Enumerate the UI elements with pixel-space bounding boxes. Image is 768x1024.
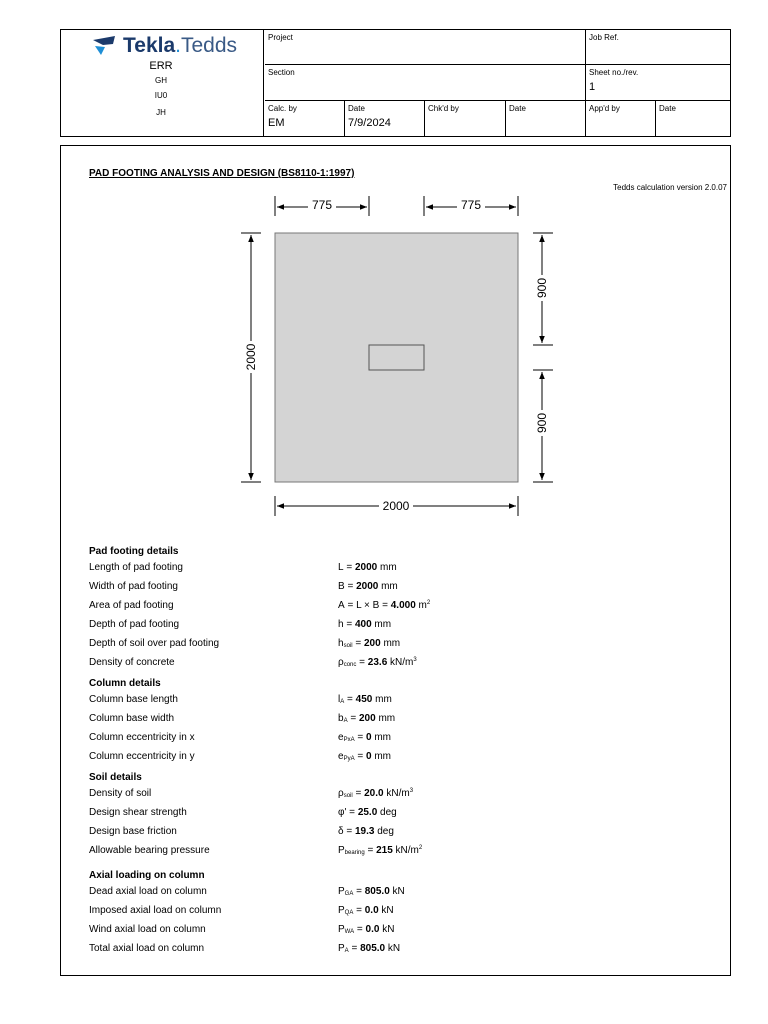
appd-date-label: Date bbox=[659, 104, 676, 113]
row-expression bbox=[338, 694, 392, 705]
row-value: 2000 bbox=[356, 581, 379, 592]
row-expression bbox=[338, 788, 413, 799]
row-expression bbox=[338, 845, 422, 856]
row-equals: = bbox=[344, 600, 357, 611]
row-symbol: b bbox=[338, 713, 344, 724]
appd-by-label: App'd by bbox=[589, 104, 620, 113]
row-symbol: h bbox=[338, 619, 344, 630]
row-expression bbox=[338, 732, 391, 743]
row-description: Design shear strength bbox=[89, 807, 187, 818]
row-subscript: bearing bbox=[344, 850, 365, 856]
dim-label-left: 2000 bbox=[244, 343, 258, 371]
row-equals: = bbox=[347, 713, 359, 724]
calc-by-cell bbox=[265, 101, 345, 136]
row-unit: kN bbox=[389, 886, 405, 897]
row-unit: kN bbox=[385, 943, 401, 954]
row-symbol: L bbox=[338, 562, 344, 573]
row-unit-exponent: 3 bbox=[409, 788, 414, 794]
row-equals: = bbox=[354, 924, 366, 935]
row-unit: deg bbox=[377, 807, 397, 818]
row-equals: = bbox=[356, 657, 368, 668]
row-unit: mm bbox=[371, 619, 392, 630]
row-subscript: conc bbox=[343, 662, 357, 668]
document-title: PAD FOOTING ANALYSIS AND DESIGN (BS8110-1:1997) bbox=[89, 168, 355, 179]
row-symbol: P bbox=[338, 924, 345, 935]
row-unit: mm bbox=[371, 732, 391, 743]
org-line-1: ERR bbox=[149, 60, 173, 72]
row-subscript: soil bbox=[343, 793, 353, 799]
row-description: Column eccentricity in y bbox=[89, 751, 195, 762]
row-subscript: PyA bbox=[343, 756, 355, 762]
calc-row bbox=[89, 694, 689, 708]
row-unit: kN/m bbox=[392, 845, 419, 856]
chkd-by-cell bbox=[425, 101, 506, 136]
row-symbol: P bbox=[338, 905, 345, 916]
sheet-value: 1 bbox=[589, 81, 596, 93]
calc-row bbox=[89, 657, 689, 671]
row-subscript: QA bbox=[344, 910, 354, 916]
org-line-3: IU0 bbox=[154, 91, 168, 100]
row-expression bbox=[338, 638, 400, 649]
row-unit: mm bbox=[372, 694, 392, 705]
row-expression bbox=[338, 943, 400, 954]
row-value: 0 bbox=[365, 732, 372, 743]
row-subscript: PxA bbox=[343, 737, 355, 743]
row-subscript: WA bbox=[344, 929, 355, 935]
sheet-cell bbox=[586, 65, 730, 101]
row-expression bbox=[338, 905, 394, 916]
calc-row bbox=[89, 619, 689, 633]
section-heading: Axial loading on column bbox=[89, 870, 205, 881]
calc-row bbox=[89, 788, 689, 802]
row-unit: kN bbox=[379, 924, 395, 935]
tekla-logo-icon bbox=[91, 36, 117, 56]
section-heading: Pad footing details bbox=[89, 546, 179, 557]
row-expression bbox=[338, 600, 430, 611]
row-value: 805.0 bbox=[364, 886, 390, 897]
row-expression bbox=[338, 713, 395, 724]
row-symbol: P bbox=[338, 886, 345, 897]
calc-row bbox=[89, 807, 689, 821]
row-description: Depth of pad footing bbox=[89, 619, 180, 630]
row-unit: deg bbox=[374, 826, 394, 837]
calc-row bbox=[89, 924, 689, 938]
row-description: Wind axial load on column bbox=[89, 924, 206, 935]
row-description: Width of pad footing bbox=[89, 581, 178, 592]
row-subscript: soil bbox=[343, 643, 353, 649]
project-cell bbox=[265, 30, 586, 65]
row-expression bbox=[338, 924, 394, 935]
tekla-tedds-logo bbox=[91, 34, 237, 58]
row-unit-exponent: 3 bbox=[413, 657, 417, 663]
row-equals: = bbox=[364, 845, 377, 856]
row-expression bbox=[338, 886, 405, 897]
row-formula: L × B = bbox=[356, 600, 391, 611]
row-expression bbox=[338, 562, 397, 573]
row-value: 0 bbox=[365, 751, 372, 762]
job-ref-cell bbox=[586, 30, 730, 65]
row-description: Length of pad footing bbox=[89, 562, 183, 573]
calc-row bbox=[89, 845, 689, 859]
calc-row bbox=[89, 581, 689, 595]
row-value: 20.0 bbox=[364, 788, 384, 799]
calc-row bbox=[89, 638, 689, 652]
row-subscript: GA bbox=[344, 891, 354, 897]
row-symbol: P bbox=[338, 943, 345, 954]
row-equals: = bbox=[343, 562, 355, 573]
calculation-frame bbox=[60, 145, 731, 976]
calc-row bbox=[89, 943, 689, 957]
row-equals: = bbox=[344, 694, 356, 705]
dim-label-bottom: 2000 bbox=[382, 499, 410, 513]
row-equals: = bbox=[353, 886, 365, 897]
row-symbol: A bbox=[338, 600, 345, 611]
row-value: 19.3 bbox=[354, 826, 375, 837]
section-cell bbox=[265, 65, 586, 101]
appd-date-cell bbox=[656, 101, 730, 136]
section-heading: Soil details bbox=[89, 772, 142, 783]
dim-label-top-left: 775 bbox=[311, 198, 333, 212]
row-description: Density of concrete bbox=[89, 657, 175, 668]
row-equals: = bbox=[343, 826, 355, 837]
row-symbol: h bbox=[338, 638, 344, 649]
row-description: Total axial load on column bbox=[89, 943, 205, 954]
row-unit-exponent: 2 bbox=[418, 845, 423, 851]
section-heading: Column details bbox=[89, 678, 161, 689]
calculation-version: Tedds calculation version 2.0.07 bbox=[613, 183, 727, 192]
row-unit: mm bbox=[378, 581, 398, 592]
row-value: 25.0 bbox=[357, 807, 378, 818]
row-description: Design base friction bbox=[89, 826, 177, 837]
logo-cell bbox=[61, 30, 264, 136]
footing-outline bbox=[275, 233, 518, 482]
row-symbol: φ' bbox=[338, 807, 347, 818]
row-equals: = bbox=[352, 638, 364, 649]
calc-row bbox=[89, 600, 689, 614]
row-subscript: A bbox=[340, 699, 345, 705]
row-equals: = bbox=[354, 732, 366, 743]
chkd-date-cell bbox=[506, 101, 586, 136]
sheet-label: Sheet no./rev. bbox=[589, 68, 639, 77]
row-symbol: e bbox=[338, 732, 344, 743]
row-unit-exponent: 2 bbox=[426, 600, 431, 606]
date-value: 7/9/2024 bbox=[348, 117, 391, 129]
calc-by-label: Calc. by bbox=[268, 104, 297, 113]
row-unit: mm bbox=[375, 713, 396, 724]
calc-row bbox=[89, 751, 689, 765]
row-expression bbox=[338, 657, 417, 668]
row-expression bbox=[338, 807, 397, 818]
row-unit: kN/m bbox=[387, 657, 414, 668]
row-expression bbox=[338, 619, 391, 630]
row-description: Allowable bearing pressure bbox=[89, 845, 210, 856]
row-value: 200 bbox=[358, 713, 376, 724]
row-unit: mm bbox=[377, 562, 397, 573]
row-value: 23.6 bbox=[367, 657, 388, 668]
row-value: 215 bbox=[376, 845, 393, 856]
row-description: Dead axial load on column bbox=[89, 886, 207, 897]
row-equals: = bbox=[344, 581, 357, 592]
row-value: 4.000 bbox=[390, 600, 416, 611]
row-unit: m bbox=[415, 600, 427, 611]
row-value: 2000 bbox=[354, 562, 378, 573]
row-value: 0.0 bbox=[364, 905, 379, 916]
chkd-by-label: Chk'd by bbox=[428, 104, 459, 113]
row-unit: mm bbox=[371, 751, 391, 762]
calc-row bbox=[89, 886, 689, 900]
calc-row bbox=[89, 732, 689, 746]
row-description: Area of pad footing bbox=[89, 600, 174, 611]
chkd-date-label: Date bbox=[509, 104, 526, 113]
header-table bbox=[60, 29, 731, 137]
logo-text: Tekla.Tedds bbox=[123, 34, 238, 57]
pad-footing-drawing bbox=[61, 146, 730, 526]
date-cell bbox=[345, 101, 425, 136]
row-symbol: l bbox=[338, 694, 341, 705]
row-description: Column base length bbox=[89, 694, 178, 705]
row-equals: = bbox=[353, 905, 365, 916]
dim-label-right-lower: 900 bbox=[535, 412, 549, 434]
date-label: Date bbox=[348, 104, 365, 113]
row-subscript: A bbox=[343, 718, 348, 724]
row-expression bbox=[338, 826, 394, 837]
org-line-2: GH bbox=[155, 76, 167, 85]
calc-row bbox=[89, 905, 689, 919]
job-ref-label: Job Ref. bbox=[589, 33, 619, 42]
row-symbol: B bbox=[338, 581, 345, 592]
row-description: Imposed axial load on column bbox=[89, 905, 222, 916]
row-unit: kN bbox=[378, 905, 394, 916]
row-equals: = bbox=[346, 807, 358, 818]
row-description: Depth of soil over pad footing bbox=[89, 638, 220, 649]
dim-label-right-upper: 900 bbox=[535, 277, 549, 299]
row-unit: mm bbox=[380, 638, 401, 649]
row-expression bbox=[338, 581, 398, 592]
calc-by-value: EM bbox=[268, 117, 285, 129]
row-symbol: δ bbox=[338, 826, 344, 837]
row-value: 400 bbox=[354, 619, 372, 630]
row-equals: = bbox=[343, 619, 355, 630]
row-symbol: P bbox=[338, 845, 345, 856]
row-description: Column eccentricity in x bbox=[89, 732, 195, 743]
row-equals: = bbox=[348, 943, 361, 954]
calc-row bbox=[89, 562, 689, 576]
row-value: 200 bbox=[363, 638, 381, 649]
row-subscript: A bbox=[344, 948, 349, 954]
row-description: Density of soil bbox=[89, 788, 152, 799]
row-value: 805.0 bbox=[360, 943, 386, 954]
section-label: Section bbox=[268, 68, 295, 77]
row-symbol: ρ bbox=[338, 657, 344, 668]
calc-row bbox=[89, 713, 689, 727]
row-symbol: ρ bbox=[338, 788, 344, 799]
row-value: 0.0 bbox=[365, 924, 380, 935]
row-value: 450 bbox=[355, 694, 373, 705]
project-label: Project bbox=[268, 33, 293, 42]
row-equals: = bbox=[354, 751, 366, 762]
org-line-4: JH bbox=[156, 108, 166, 117]
dim-label-top-right: 775 bbox=[460, 198, 482, 212]
row-expression bbox=[338, 751, 391, 762]
row-description: Column base width bbox=[89, 713, 175, 724]
row-equals: = bbox=[352, 788, 365, 799]
row-unit: kN/m bbox=[383, 788, 410, 799]
appd-by-cell bbox=[586, 101, 656, 136]
row-symbol: e bbox=[338, 751, 344, 762]
calc-row bbox=[89, 826, 689, 840]
